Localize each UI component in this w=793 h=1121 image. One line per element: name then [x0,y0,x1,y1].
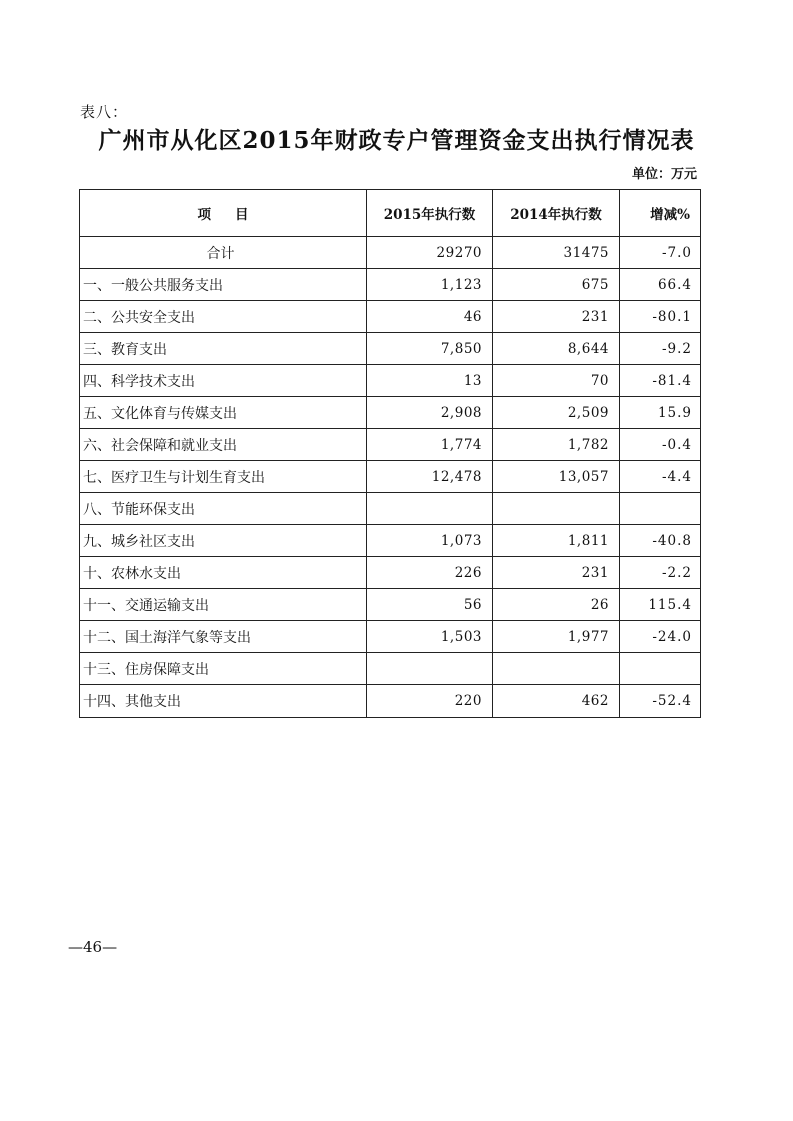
row-value-2014: 1,782 [493,429,620,461]
row-change-percent: 115.4 [620,589,701,621]
table-body [80,237,701,718]
row-item-name: 三、教育支出 [80,333,367,365]
table-row [80,685,701,718]
row-change-percent: -2.2 [620,557,701,589]
row-item-name: 九、城乡社区支出 [80,525,367,557]
row-value-2015: 7,850 [367,333,493,365]
unit-label: 单位：万元 [631,167,697,182]
table-row [80,557,701,589]
row-change-percent: -80.1 [620,301,701,333]
row-item-name: 十三、住房保障支出 [80,653,367,685]
row-value-2014: 8,644 [493,333,620,365]
row-value-2015: 13 [367,365,493,397]
row-value-2014 [493,493,620,525]
row-item-name: 五、文化体育与传媒支出 [80,397,367,429]
row-item-name: 七、医疗卫生与计划生育支出 [80,461,367,493]
row-value-2014: 13,057 [493,461,620,493]
row-change-percent: -81.4 [620,365,701,397]
row-value-2014: 231 [493,557,620,589]
row-value-2015: 1,073 [367,525,493,557]
table-header [80,190,701,237]
row-change-percent: -52.4 [620,685,701,718]
row-item-name: 十二、国土海洋气象等支出 [80,621,367,653]
row-value-2015: 1,774 [367,429,493,461]
row-item-name: 合计 [80,237,367,269]
row-change-percent: -4.4 [620,461,701,493]
row-item-name: 二、公共安全支出 [80,301,367,333]
row-item-name: 十、农林水支出 [80,557,367,589]
row-value-2014 [493,653,620,685]
header-row [80,190,701,237]
table-label: 表八： [80,103,129,121]
row-value-2015: 46 [367,301,493,333]
row-value-2015: 220 [367,685,493,718]
column-header-item: 项目 [80,190,367,237]
row-change-percent [620,493,701,525]
row-value-2014: 70 [493,365,620,397]
page-title: 广州市从化区2015年财政专户管理资金支出执行情况表 [98,127,695,154]
table-row [80,461,701,493]
table-row [80,589,701,621]
row-item-name: 四、科学技术支出 [80,365,367,397]
row-item-name: 十四、其他支出 [80,685,367,718]
row-value-2014: 2,509 [493,397,620,429]
row-value-2015: 226 [367,557,493,589]
row-value-2014: 1,811 [493,525,620,557]
row-item-name: 十一、交通运输支出 [80,589,367,621]
row-value-2015: 12,478 [367,461,493,493]
row-item-name: 八、节能环保支出 [80,493,367,525]
expenditure-table [79,189,701,718]
row-value-2015: 1,123 [367,269,493,301]
row-item-name: 六、社会保障和就业支出 [80,429,367,461]
table-row [80,525,701,557]
row-value-2014: 675 [493,269,620,301]
row-change-percent: 66.4 [620,269,701,301]
row-value-2015: 56 [367,589,493,621]
row-value-2015 [367,493,493,525]
row-change-percent: -9.2 [620,333,701,365]
row-change-percent: -0.4 [620,429,701,461]
row-value-2014: 1,977 [493,621,620,653]
row-value-2015 [367,653,493,685]
row-value-2014: 231 [493,301,620,333]
total-row [80,237,701,269]
row-value-2014: 26 [493,589,620,621]
table-row [80,301,701,333]
table-row [80,397,701,429]
table-row [80,653,701,685]
table-row [80,365,701,397]
row-value-2015: 1,503 [367,621,493,653]
table-row [80,333,701,365]
row-change-percent: -40.8 [620,525,701,557]
row-change-percent: -7.0 [620,237,701,269]
row-value-2015: 29270 [367,237,493,269]
table-row [80,429,701,461]
column-header-2015: 2015年执行数 [367,190,493,237]
column-header-2014: 2014年执行数 [493,190,620,237]
column-header-change: 增减% [620,190,701,237]
row-change-percent: 15.9 [620,397,701,429]
row-value-2015: 2,908 [367,397,493,429]
row-change-percent: -24.0 [620,621,701,653]
row-change-percent [620,653,701,685]
page-number: —46— [68,938,118,956]
row-value-2014: 462 [493,685,620,718]
table-row [80,269,701,301]
row-item-name: 一、一般公共服务支出 [80,269,367,301]
table-row [80,621,701,653]
row-value-2014: 31475 [493,237,620,269]
table-row [80,493,701,525]
